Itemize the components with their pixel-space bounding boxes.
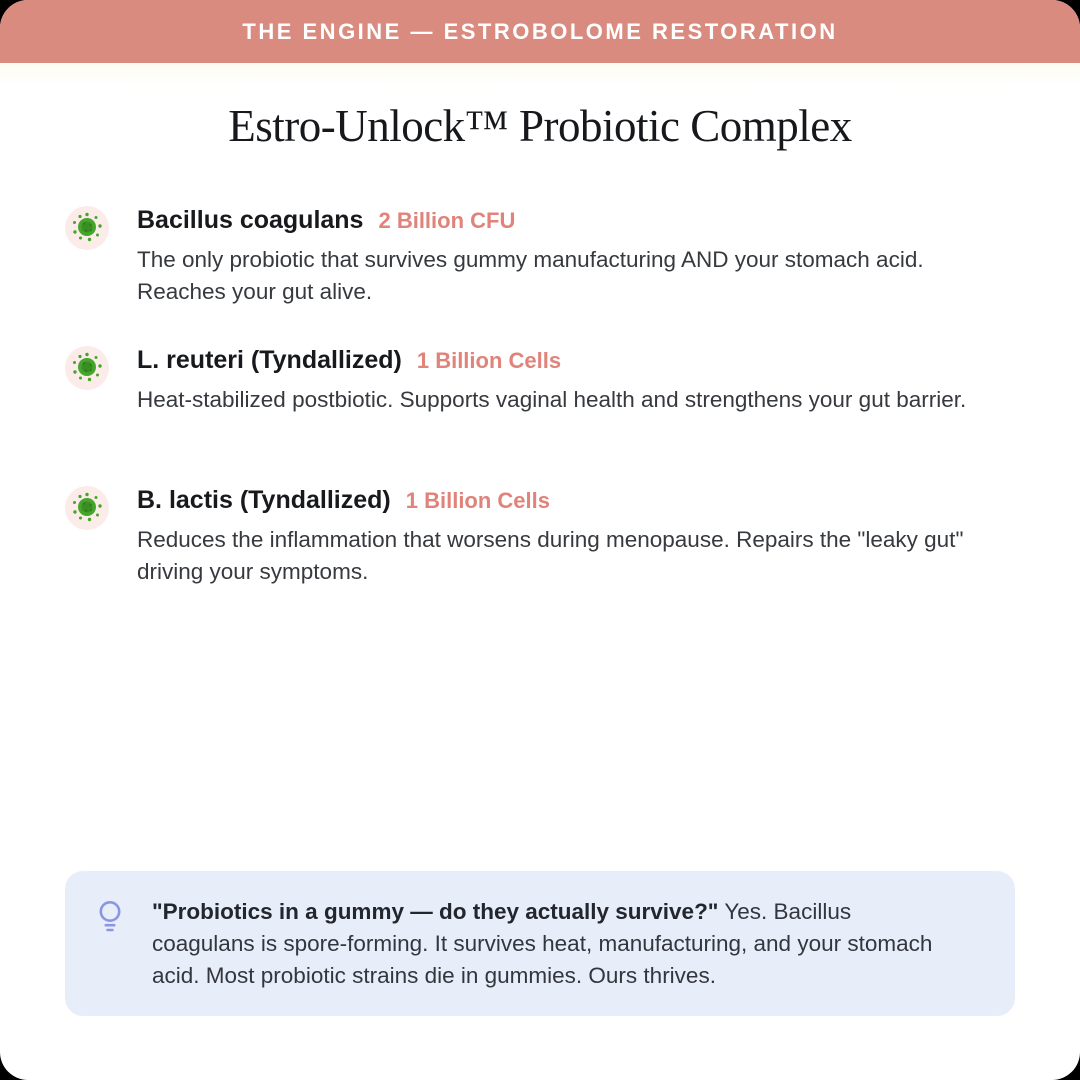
- ingredient-text-block: [137, 484, 1015, 588]
- banner-fade-strip: [0, 63, 1080, 87]
- ingredient-name: L. reuteri (Tyndallized): [137, 346, 402, 374]
- ingredient-description: Heat-stabilized postbiotic. Supports vaginal health and strengthens your gut barrier.: [137, 387, 967, 412]
- faq-question: "Probiotics in a gummy — do they actually survive?": [152, 899, 719, 924]
- top-banner: [0, 0, 1080, 63]
- ingredient-name-heading: [137, 204, 1015, 237]
- lightbulb-icon: [95, 898, 125, 938]
- ingredient-dose: 2 Billion CFU: [378, 208, 516, 233]
- faq-text: [152, 896, 952, 991]
- banner-label: THE ENGINE — ESTROBOLOME RESTORATION: [242, 18, 838, 44]
- ingredient-name: B. lactis (Tyndallized): [137, 486, 391, 514]
- ingredient-name-heading: [137, 344, 1015, 377]
- ingredient-description: Reduces the inflammation that worsens during menopause. Repairs the "leaky gut" driving your symptoms.: [137, 527, 964, 584]
- ingredient-item-b-lactis: [65, 484, 1015, 588]
- ingredient-dose: 1 Billion Cells: [416, 348, 562, 373]
- microbe-icon: [65, 346, 109, 390]
- ingredient-text-block: [137, 344, 1015, 416]
- microbe-icon: [65, 486, 109, 530]
- page-title: Estro-Unlock™ Probiotic Complex: [228, 101, 852, 151]
- ingredient-item-bacillus-coagulans: [65, 204, 1015, 308]
- ingredient-text-block: [137, 204, 1015, 308]
- ingredient-name: Bacillus coagulans: [137, 206, 364, 234]
- ingredient-item-l-reuteri: [65, 344, 1015, 416]
- faq-answer: Yes. Bacillus coagulans is spore-forming. It survives heat, manufacturing, and your stomach acid. Most probiotic strains die in gummies. Ours thrives.: [152, 899, 933, 988]
- microbe-icon: [65, 206, 109, 250]
- ingredient-name-heading: [137, 484, 1015, 517]
- ingredient-description: The only probiotic that survives gummy manufacturing AND your stomach acid. Reaches your gut alive.: [137, 247, 924, 304]
- faq-callout: [65, 871, 1015, 1016]
- ingredient-dose: 1 Billion Cells: [405, 488, 551, 513]
